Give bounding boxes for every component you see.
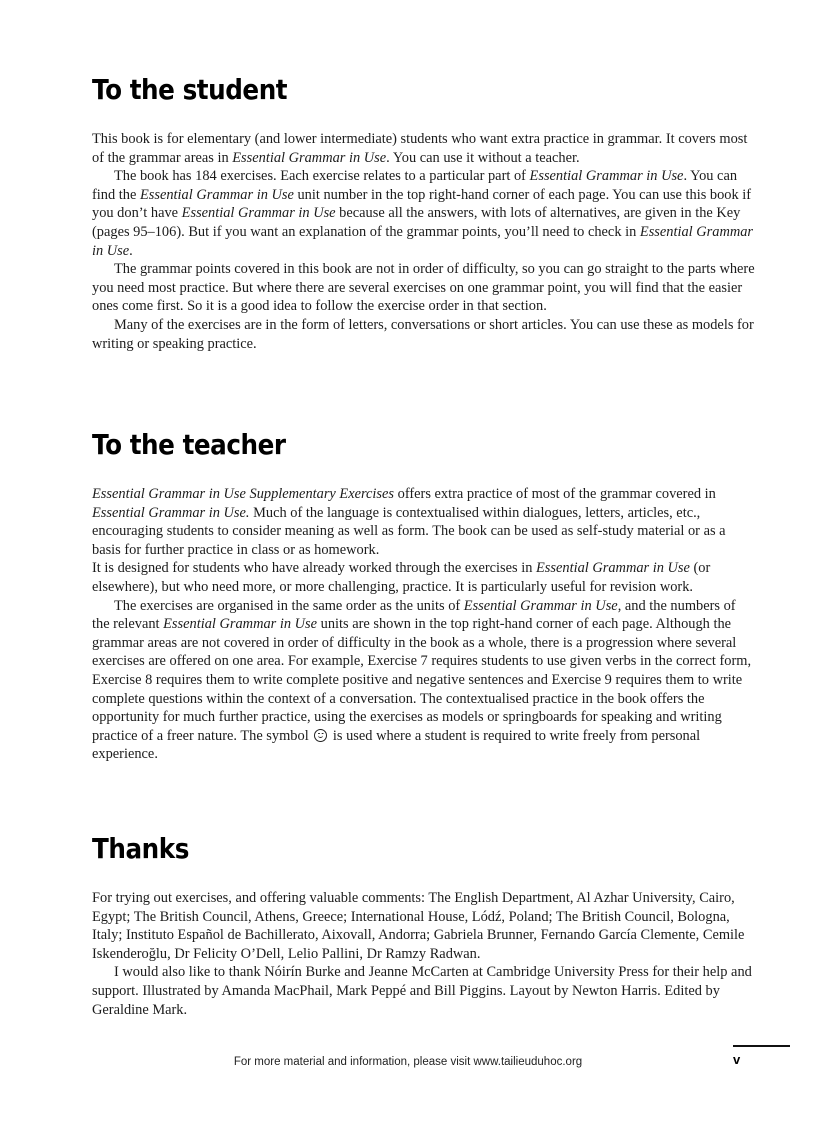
student-paragraph-4: Many of the exercises are in the form of letters, conversations or short articles. You can use these as models for writing or speaking practice. [92, 316, 754, 352]
teacher-paragraph-3: The exercises are organised in the same order as the units of Essential Grammar in Use, and the numbers of the relevant Essential Grammar in Use units are shown in the top right-hand corner of each page. Although the grammar areas are not covered in order of difficulty in the book as a whole, there is a progression where several exercises are offered on one area. For example, Exercise 7 requires students to use given verbs in the correct form, Exercise 8 requires them to write complete positive and negative sentences and Exercise 9 requires them to write complete questions within the context of a conversation. The contextualised practice in the book offers the opportunity for much further practice, using the exercises as models or springboards for speaking and writing practice of a freer nature. The symbol is used where a student is required to write freely from personal experience. [92, 597, 752, 763]
page-number-rule [733, 1045, 790, 1047]
book-title: Essential Grammar in Use [181, 205, 336, 222]
footer-website-note: For more material and information, please visit www.tailieuduhoc.org [233, 1056, 583, 1068]
student-paragraph-3: The grammar points covered in this book are not in order of difficulty, so you can go straight to the parts where you need most practice. But where there are several exercises on one grammar point, you will find that the easier ones come first. So it is a good idea to follow the exercise order in that section. [92, 261, 755, 315]
section-to-the-student [92, 68, 756, 423]
thanks-paragraph-1: For trying out exercises, and offering valuable comments: The English Department, Al Azhar University, Cairo, Egypt; The British Council, Athens, Greece; International House, Lódź, Poland; The British Council, Bologna, Italy; Instituto Español de Bachillerato, Aixovall, Andorra; Gabriela Brunner, Fernando García Clemente, Cemile Iskenderoğlu, Dr Felicity O’Dell, Lelio Pallini, Dr Ramzy Radwan. [92, 890, 745, 962]
student-paragraph-1: This book is for elementary (and lower intermediate) students who want extra practice in grammar. It covers most of the grammar areas in Essential Grammar in Use. You can use it without a teacher. [92, 131, 748, 166]
teacher-paragraph-1: Essential Grammar in Use Supplementary Exercises offers extra practice of most of the grammar covered in Essential Grammar in Use. Much of the language is contextualised within dialogues, letters, articles, etc., encouraging students to consider meaning as well as form. The book can be used as self-study material or as a basis for further practice in class or as homework. [92, 486, 726, 558]
book-title: Essential Grammar in Use [463, 597, 618, 614]
student-paragraph-2: The book has 184 exercises. Each exercise relates to a particular part of Essential Grammar in Use. You can find the Essential Grammar in Use unit number in the top right-hand corner of each page. You can use this book if you don’t have Essential Grammar in Use because all the answers, with lots of alternatives, are given in the Key (pages 95–106). But if you want an explanation of the grammar points, you’ll need to check in Essential Grammar in Use. [92, 168, 754, 259]
book-title: Essential Grammar in Use [92, 223, 754, 259]
page-content [92, 68, 756, 1019]
thanks-paragraph-2: I would also like to thank Nóirín Burke and Jeanne McCarten at Cambridge University Press for their help and support. Illustrated by Amanda MacPhail, Mark Peppé and Bill Piggins. Layout by Newton Harris. Edited by Geraldine Mark. [92, 964, 752, 1018]
heading-to-the-student: To the student [92, 73, 288, 106]
section-thanks [92, 827, 756, 1019]
section-to-the-teacher [92, 423, 756, 827]
teacher-paragraph-2: It is designed for students who have already worked through the exercises in Essential Grammar in Use (or elsewhere), but who need more, or more challenging, practice. It is particularly useful for revision work. [92, 560, 711, 595]
heading-to-the-teacher: To the teacher [92, 428, 286, 461]
page-number: v [733, 1052, 741, 1067]
heading-thanks: Thanks [92, 832, 189, 865]
book-title: Essential Grammar in Use [163, 616, 318, 633]
book-title: Essential Grammar in Use [139, 186, 294, 203]
book-title: Essential Grammar in Use [536, 560, 690, 577]
book-title: Essential Grammar in Use. [92, 504, 250, 521]
book-title: Essential Grammar in Use [529, 168, 684, 185]
smiley-face-icon [314, 729, 327, 742]
book-title: Essential Grammar in Use [232, 149, 387, 166]
book-title: Essential Grammar in Use Supplementary Exercises [92, 486, 395, 502]
